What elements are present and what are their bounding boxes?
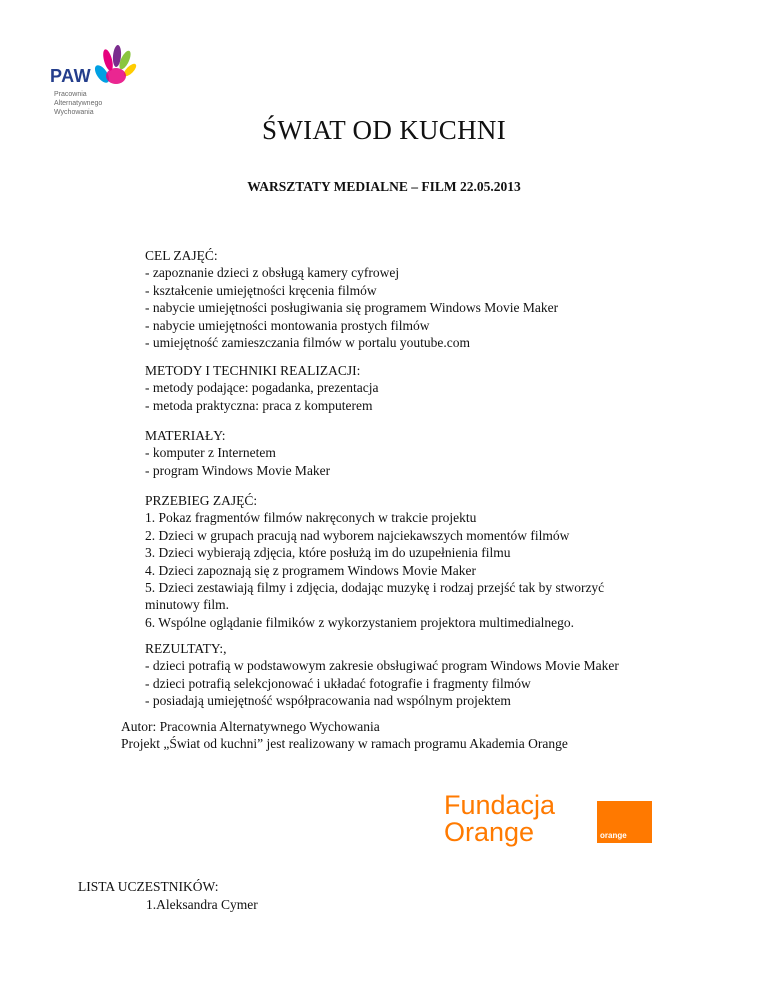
paw-logo — [48, 40, 148, 124]
sponsor-line2: Orange — [444, 817, 535, 847]
logo-subtitle-line: Alternatywnego — [54, 100, 103, 107]
orange-badge-text: orange — [600, 831, 627, 840]
list-item: - program Windows Movie Maker — [145, 462, 331, 478]
list-item: - metoda praktyczna: praca z komputerem — [145, 397, 373, 413]
list-item: 2. Dzieci w grupach pracują nad wyborem najciekawszych momentów filmów — [145, 527, 570, 543]
hand-logo-icon — [92, 44, 138, 88]
logo-subtitle-line: Wychowania — [54, 109, 94, 116]
list-item: - dzieci potrafią selekcjonować i układać fotografie i fragmenty filmów — [145, 675, 531, 691]
page-title: ŚWIAT OD KUCHNI — [262, 115, 506, 145]
logo-subtitle — [54, 90, 102, 117]
footer — [121, 718, 568, 753]
section-heading: PRZEBIEG ZAJĘĆ: — [145, 493, 258, 508]
logo-word: PAW — [50, 66, 92, 86]
participants-heading: LISTA UCZESTNIKÓW: — [78, 879, 219, 894]
list-item: - komputer z Internetem — [145, 445, 276, 461]
list-item: - zapoznanie dzieci z obsługą kamery cyfrowej — [145, 265, 400, 281]
sponsor-text — [444, 792, 555, 846]
list-item: 3. Dzieci wybierają zdjęcia, które posłużą im do uzupełnienia filmu — [145, 545, 511, 561]
fundacja-orange-logo — [440, 790, 685, 850]
section-heading: MATERIAŁY: — [145, 428, 226, 443]
list-item: - metody podające: pogadanka, prezentacja — [145, 380, 379, 396]
results-section — [145, 640, 745, 710]
logo-subtitle-line: Pracownia — [54, 91, 87, 98]
list-item: - kształcenie umiejętności kręcenia filmów — [145, 282, 377, 298]
section-heading: REZULTATY:, — [145, 641, 227, 656]
list-item: - nabycie umiejętności montowania prostych filmów — [145, 317, 430, 333]
participant-item: 1.Aleksandra Cymer — [146, 897, 258, 912]
list-item: - umiejętność zamieszczania filmów w portalu youtube.com — [145, 335, 471, 351]
list-item: - dzieci potrafią w podstawowym zakresie obsługiwać program Windows Movie Maker — [145, 658, 619, 674]
list-item: 6. Wspólne oglądanie filmików z wykorzystaniem projektora multimedialnego. — [145, 614, 575, 630]
list-item: - nabycie umiejętności posługiwania się programem Windows Movie Maker — [145, 300, 559, 316]
materials-section — [145, 427, 745, 479]
goals-section — [145, 247, 745, 351]
project-line: Projekt „Świat od kuchni” jest realizowany w ramach programu Akademia Orange — [121, 736, 568, 752]
author-line: Autor: Pracownia Alternatywnego Wychowania — [121, 719, 380, 734]
list-item: 1. Pokaz fragmentów filmów nakręconych w trakcie projektu — [145, 510, 477, 526]
section-heading: METODY I TECHNIKI REALIZACJI: — [145, 363, 361, 378]
procedure-section — [145, 492, 745, 631]
list-item: - posiadają umiejętność współpracowania nad wspólnym projektem — [145, 693, 511, 709]
list-item: 5. Dzieci zestawiają filmy i zdjęcia, dodając muzykę i rodzaj przejść tak by stworzyć minutowy film. — [145, 580, 605, 613]
list-item: 4. Dzieci zapoznają się z programem Windows Movie Maker — [145, 562, 476, 578]
sponsor-line1: Fundacja — [444, 790, 556, 820]
section-heading: CEL ZAJĘĆ: — [145, 248, 218, 263]
orange-badge-icon — [597, 801, 652, 843]
methods-section — [145, 362, 745, 414]
page-subtitle: WARSZTATY MEDIALNE – FILM 22.05.2013 — [247, 179, 521, 194]
